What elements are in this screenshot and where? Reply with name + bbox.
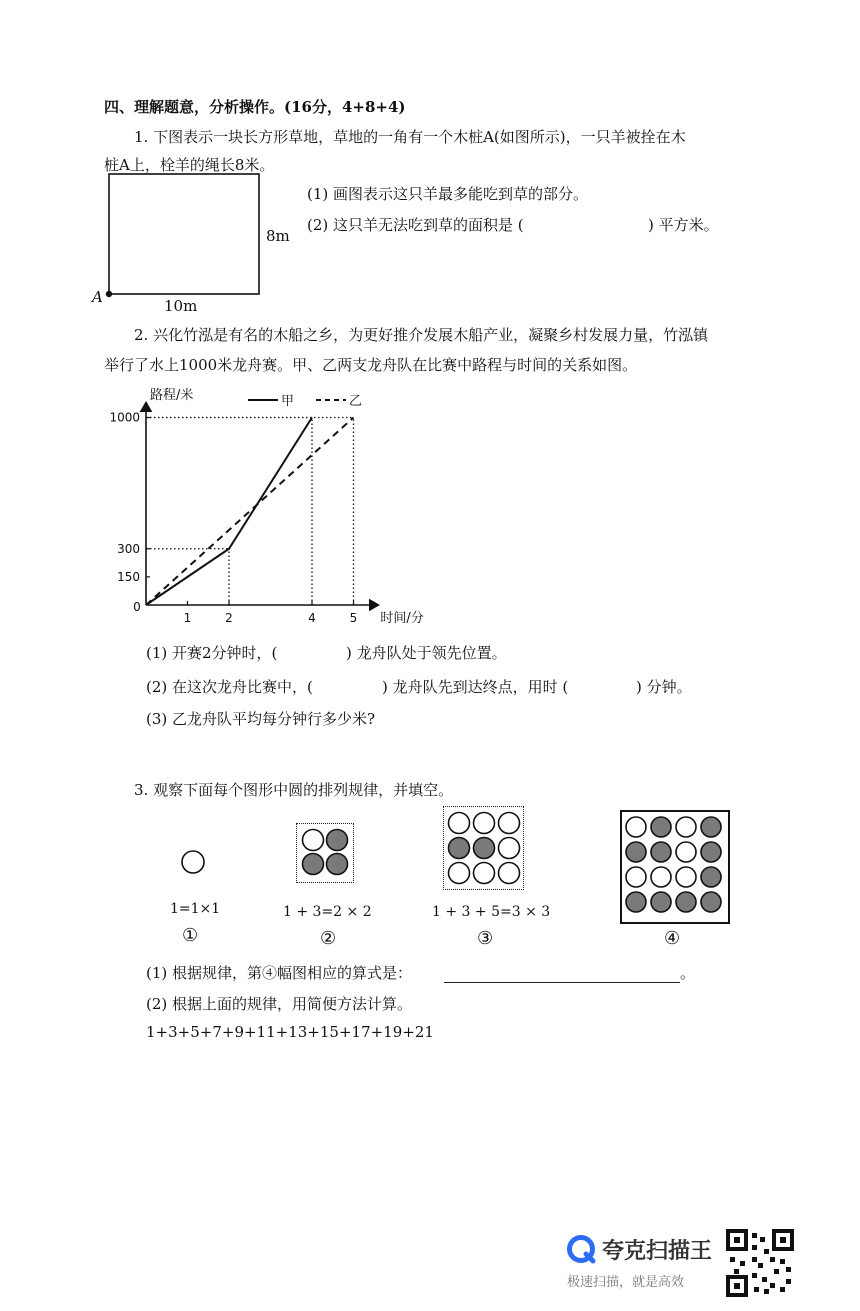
q1-height-label: 8m	[266, 227, 290, 245]
q3-number-2: ②	[320, 928, 337, 949]
q3-sub1-answer-line[interactable]	[444, 982, 680, 983]
x-tick-label: 0	[133, 600, 141, 614]
q3-intro: 3. 观察下面每个图形中圆的排列规律，并填空。	[134, 781, 454, 799]
q3-expression: 1+3+5+7+9+11+13+15+17+19+21	[146, 1023, 434, 1041]
race-line-chart	[100, 380, 460, 630]
q1-sub2-before: (2) 这只羊无法吃到草的面积是 (	[307, 216, 524, 234]
q2-sub3: (3) 乙龙舟队平均每分钟行多少米?	[146, 710, 376, 728]
q3-sub1-end: 。	[680, 964, 696, 982]
y-tick-label: 300	[117, 541, 140, 556]
q2-intro-line1: 2. 兴化竹泓是有名的木船之乡，为更好推介发展木船产业，凝聚乡村发展力量，竹泓镇	[134, 326, 709, 344]
q3-sub1: (1) 根据规律，第④幅图相应的算式是：	[146, 964, 413, 982]
q2-sub2-c: ) 分钟。	[636, 678, 692, 696]
grass-rectangle	[109, 174, 259, 294]
q2-sub2-a: (2) 在这次龙舟比赛中，(	[146, 678, 313, 696]
series-line-yi	[146, 418, 354, 606]
q3-number-1: ①	[182, 925, 199, 946]
q1-sub2-after: ) 平方米。	[648, 216, 719, 234]
y-tick-label: 150	[117, 569, 140, 584]
q3-figure-1	[180, 849, 206, 875]
q3-sub2: (2) 根据上面的规律，用简便方法计算。	[146, 995, 413, 1013]
legend-label: 乙	[349, 394, 363, 409]
q2-sub2-b: ) 龙舟队先到达终点，用时 (	[382, 678, 569, 696]
legend-label: 甲	[281, 394, 295, 409]
q1-intro-line2: 桩A上，栓羊的绳长8米。	[104, 156, 275, 174]
q3-figure-3	[446, 810, 522, 886]
q1-point-label: A	[92, 288, 103, 306]
x-axis-label: 时间/分	[380, 611, 424, 626]
y-axis-label: 路程/米	[150, 388, 194, 403]
qr-code-icon	[726, 1229, 794, 1297]
q3-formula-2: 1 + 3=2 × 2	[283, 904, 372, 920]
x-tick-label: 2	[225, 611, 233, 625]
q3-number-4: ④	[664, 928, 681, 949]
q2-intro-line2: 举行了水上1000米龙舟赛。甲、乙两支龙舟队在比赛中路程与时间的关系如图。	[104, 356, 638, 374]
section-heading: 四、理解题意，分析操作。(16分，4+8+4)	[104, 98, 406, 116]
y-tick-label: 1000	[109, 410, 140, 425]
q3-number-3: ③	[477, 928, 494, 949]
x-tick-label: 1	[183, 611, 192, 625]
x-tick-label: 4	[308, 611, 316, 625]
q3-figure-4	[624, 815, 724, 915]
watermark-brand: 夸克扫描王	[602, 1239, 713, 1264]
q3-formula-1: 1=1×1	[170, 901, 221, 917]
q1-sub1: (1) 画图表示这只羊最多能吃到草的部分。	[307, 185, 589, 203]
q3-formula-3: 1 + 3 + 5=3 × 3	[432, 904, 551, 920]
q2-sub1-b: ) 龙舟队处于领先位置。	[346, 644, 507, 662]
q1-intro-line1: 1. 下图表示一块长方形草地，草地的一角有一个木桩A(如图所示)，一只羊被拴在木	[134, 128, 686, 146]
stake-point	[106, 291, 112, 297]
q1-width-label: 10m	[164, 297, 198, 315]
watermark-slogan: 极速扫描，就是高效	[567, 1275, 685, 1290]
q2-sub1-a: (1) 开赛2分钟时，(	[146, 644, 278, 662]
quark-logo-icon	[566, 1234, 596, 1264]
circle-empty	[182, 851, 204, 873]
x-tick-label: 5	[349, 611, 358, 625]
q3-figure-2	[300, 827, 350, 877]
